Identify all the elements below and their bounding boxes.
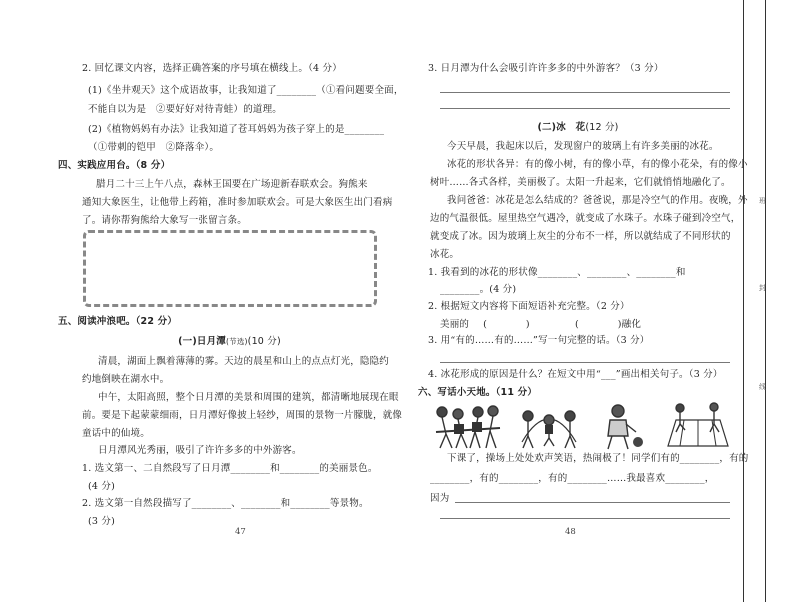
passage2-p3-line3: 就变成了冰。因为玻璃上灰尘的分布不一样，所以就结成了不同形状的 — [430, 231, 731, 242]
writing-answer-line-2[interactable] — [440, 518, 730, 519]
passage1-p2-line2: 前。要是下起蒙蒙细雨，日月潭好像披上轻纱，周围的景物一片朦胧，就像 — [82, 410, 403, 421]
passage2-p3-line2: 边的气温很低。屋里热空气遇冷，就变成了水珠子。水珠子碰到冷空气， — [430, 213, 741, 224]
rq2-b-blank[interactable]: ( ) — [575, 319, 622, 330]
section6-title: 六、写话小天地。（11 分） — [418, 387, 538, 398]
jump-rope-figure — [514, 402, 584, 452]
rq2-b-text: 融化 — [621, 319, 642, 330]
right-page — [400, 0, 749, 602]
section4-para-line1: 腊月二十三上午八点，森林王国要在广场迎新春联欢会。狗熊来 — [96, 179, 368, 190]
rq1-line1: 1. 我看到的冰花的形状像________、________、________和 — [428, 267, 686, 278]
rq2-phrase-b — [575, 318, 641, 331]
passage2-p2-line1: 冰花的形状各异：有的像小树，有的像小草，有的像小花朵，有的像小 — [447, 159, 748, 170]
passage2-heading — [428, 121, 728, 134]
passage2-p3-line1: 我问爸爸：冰花是怎么结成的？爸爸说，那是冷空气的作用。夜晚，外 — [447, 195, 748, 206]
page-number-left: 47 — [235, 527, 246, 537]
passage1-p2-line1: 中午，太阳高照，整个日月潭的美景和周围的建筑，都清晰地展现在眼 — [98, 392, 399, 403]
page-number-right: 48 — [565, 527, 576, 537]
passage1-note: (节选) — [226, 337, 248, 346]
q3-answer-line-1[interactable] — [440, 92, 730, 93]
passage1-p2-line3: 童话中的仙境。 — [82, 428, 150, 439]
rq1-line2: ________。(4 分) — [440, 284, 517, 295]
tug-of-war-figure — [432, 402, 504, 452]
q2-item2-line1: (2)《植物妈妈有办法》让我知道了苍耳妈妈为孩子穿上的是________ — [88, 124, 385, 135]
passage2-title: (二)冰 花 — [537, 122, 586, 133]
rq2-title: 2. 根据短文内容将下面短语补充完整。（2 分） — [428, 301, 630, 312]
passage1-p1-line1: 清晨，湖面上飘着薄薄的雾。天边的晨星和山上的点点灯光，隐隐约 — [98, 356, 390, 367]
passage1-q1-line1: 1. 选文第一、二自然段写了日月潭________和________的美丽景色。 — [82, 463, 378, 474]
binding-line-outer — [765, 0, 766, 602]
binding-char-top: 班 — [759, 197, 766, 205]
writing-line1: 下课了，操场上处处欢声笑语，热闹极了！同学们有的________，有的 — [447, 453, 749, 464]
passage1-p1-line2: 约地倒映在湖水中。 — [82, 374, 170, 385]
q2-item1-line1: (1)《坐井观天》这个成语故事，让我知道了________（①看问题要全面， — [88, 85, 404, 96]
writing-line3: 因为 — [430, 493, 450, 504]
q3-title: 3. 日月潭为什么会吸引许许多多的中外游客？（3 分） — [428, 63, 664, 74]
passage2-score: (12 分) — [585, 122, 619, 133]
q2-item1-line2: 不能自以为是 ②要好好对待青蛙）的道理。 — [88, 104, 283, 115]
binding-margin — [735, 0, 800, 602]
section5-title: 五、阅读冲浪吧。（22 分） — [58, 316, 178, 327]
playground-illustration — [432, 402, 734, 452]
passage1-q2-line2: (3 分) — [88, 516, 115, 527]
passage1-score: (10 分) — [247, 336, 281, 347]
passage2-p1-line1: 今天早晨，我起床以后，发现窗户的玻璃上有许多美丽的冰花。 — [447, 141, 719, 152]
binding-line-inner — [743, 0, 744, 602]
rq2-a-text: 美丽的 — [440, 319, 470, 330]
passage2-p2-line2: 树叶……各式各样，美丽极了。太阳一升起来，它们就悄悄地融化了。 — [430, 177, 731, 188]
q2-title: 2. 回忆课文内容，选择正确答案的序号填在横线上。（4 分） — [82, 63, 342, 74]
rq4: 4. 冰花形成的原因是什么？在短文中用“___”画出相关句子。（3 分） — [428, 369, 723, 380]
q2-item2-line2: （①带刺的铠甲 ②降落伞）。 — [88, 142, 220, 153]
q3-answer-line-2[interactable] — [440, 108, 730, 109]
passage1-q1-line2: (4 分) — [88, 481, 115, 492]
rq3-answer-line[interactable] — [440, 362, 730, 363]
basketball-figure — [592, 402, 652, 452]
binding-char-mid: 封 — [759, 284, 766, 292]
note-writing-box[interactable] — [83, 230, 377, 307]
rq3: 3. 用“有的……有的……”写一句完整的话。（3 分） — [428, 335, 650, 346]
writing-answer-line-1[interactable] — [455, 502, 730, 503]
writing-line2: ________，有的________，有的________……我最喜欢________， — [430, 473, 715, 484]
passage1-p3-line1: 日月潭风光秀丽，吸引了许许多多的中外游客。 — [98, 445, 302, 456]
hopscotch-figure — [662, 402, 734, 452]
section4-para-line2: 通知大象医生，让他带上药箱，准时参加联欢会。可是大象医生出门看病 — [82, 197, 393, 208]
rq2-a-blank[interactable]: ( ) — [483, 319, 530, 330]
passage1-title: (一)日月潭 — [178, 336, 226, 347]
section4-title: 四、实践应用台。（8 分） — [58, 160, 171, 171]
section4-para-line3: 了。请你帮狗熊给大象写一张留言条。 — [82, 215, 247, 226]
passage1-q2-line1: 2. 选文第一自然段描写了________、________和________等景物。 — [82, 498, 369, 509]
rq2-phrase-a — [440, 318, 530, 331]
passage2-p3-line4: 冰花。 — [430, 249, 460, 260]
passage1-heading — [82, 335, 377, 348]
binding-char-bottom: 线 — [759, 383, 766, 391]
